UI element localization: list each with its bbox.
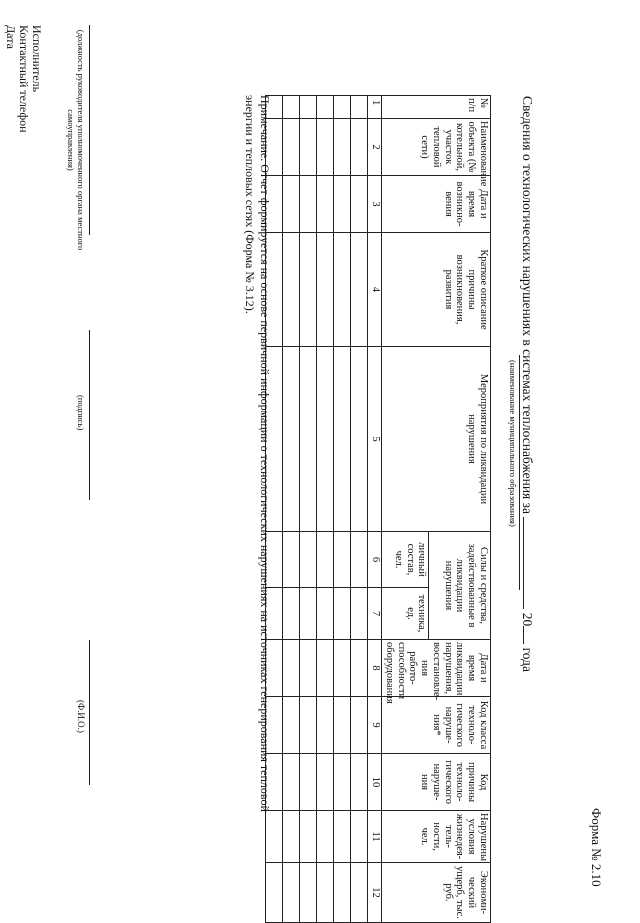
table-cell: [283, 233, 300, 347]
table-cell: [300, 233, 317, 347]
header-violated: Нарушены условия жизнедея-тель-ности, чел.: [382, 811, 491, 863]
name-line: [89, 640, 90, 785]
table-cell: [334, 176, 351, 233]
header-datetime: Дата и время возникно-вения: [382, 176, 491, 233]
table-cell: [317, 697, 334, 754]
table-cell: [334, 532, 351, 588]
table-cell: [334, 96, 351, 119]
table-cell: [300, 96, 317, 119]
executor-label: Исполнитель: [30, 25, 44, 93]
table-cell: [317, 347, 334, 532]
column-number: 8: [368, 640, 382, 697]
table-cell: [283, 863, 300, 923]
position-line: [89, 25, 90, 235]
column-number: 1: [368, 96, 382, 119]
table-row: [283, 96, 300, 923]
column-number: 11: [368, 811, 382, 863]
table-cell: [351, 754, 368, 811]
table-cell: [351, 863, 368, 923]
report-table: [265, 95, 491, 923]
table-cell: [300, 640, 317, 697]
note-text: Примечание. Отчет формируется на основе первичной информации о технологических нарушениях на источниках генерирования тепловой энергии и тепловых сетях (Форма № 3.12).: [243, 95, 272, 812]
table-cell: [283, 754, 300, 811]
table-cell: [300, 588, 317, 640]
period-blank: [523, 517, 536, 609]
position-caption: (должность руководителя уполномоченного органа местного самоуправления): [65, 29, 86, 251]
table-cell: [300, 119, 317, 176]
table-cell: [334, 863, 351, 923]
signature-line: [89, 330, 90, 500]
header-damage: Экономи-ческий ущерб, тыс. руб.: [382, 863, 491, 923]
municipality-caption: (наименование муниципального образования): [508, 360, 518, 527]
table-cell: [334, 588, 351, 640]
table-cell: [317, 176, 334, 233]
table-cell: [300, 811, 317, 863]
municipality-line: [519, 355, 520, 590]
column-number-row: [368, 96, 382, 923]
table-cell: [283, 96, 300, 119]
column-number: 6: [368, 532, 382, 588]
table-row: [334, 96, 351, 923]
table-cell: [317, 811, 334, 863]
header-object: Наименование объекта (№ котельной, участок тепловой сети): [382, 119, 491, 176]
column-number: 10: [368, 754, 382, 811]
table-cell: [317, 119, 334, 176]
header-num: № п/п: [382, 96, 491, 119]
table-cell: [334, 811, 351, 863]
table-cell: [266, 811, 283, 863]
table-cell: [300, 176, 317, 233]
table-cell: [351, 233, 368, 347]
table-cell: [300, 754, 317, 811]
table-cell: [283, 697, 300, 754]
header-liquidation-time: Дата и время ликвидации нарушения, восстановле-ния работо-способности оборудования: [382, 640, 491, 697]
phone-label: Контактный телефон: [17, 25, 31, 133]
table-cell: [317, 754, 334, 811]
table-row: [317, 96, 334, 923]
table-cell: [300, 697, 317, 754]
table-cell: [317, 96, 334, 119]
table-cell: [283, 588, 300, 640]
table-cell: [300, 347, 317, 532]
table-cell: [317, 233, 334, 347]
table-cell: [351, 697, 368, 754]
report-title-text: Сведения о технологических нарушениях в системах теплоснабжения за: [520, 96, 535, 514]
year-blank: [523, 626, 536, 644]
column-number: 3: [368, 176, 382, 233]
header-measures: Мероприятия по ликвидации нарушения: [382, 347, 491, 532]
year-suffix: года: [520, 647, 535, 673]
header-class-code: Код класса техноло-гического наруше-ния*: [382, 697, 491, 754]
table-cell: [317, 640, 334, 697]
date-label: Дата: [4, 25, 18, 49]
name-caption: (Ф.И.О.): [76, 700, 86, 733]
table-cell: [351, 811, 368, 863]
table-cell: [283, 640, 300, 697]
table-row: [300, 96, 317, 923]
table-cell: [351, 588, 368, 640]
table-cell: [351, 347, 368, 532]
report-title: [519, 96, 536, 672]
table-cell: [317, 863, 334, 923]
table-cell: [317, 532, 334, 588]
column-number: 9: [368, 697, 382, 754]
header-forces: Силы и средства, задействованные в ликвидации нарушения: [429, 532, 491, 640]
year-prefix: 20: [520, 612, 535, 627]
table-cell: [351, 119, 368, 176]
header-description: Краткое описание причины возникновения, развития: [382, 233, 491, 347]
table-cell: [334, 640, 351, 697]
table-cell: [283, 347, 300, 532]
table-cell: [351, 640, 368, 697]
table-cell: [334, 233, 351, 347]
table-cell: [300, 532, 317, 588]
table-cell: [283, 176, 300, 233]
column-number: 2: [368, 119, 382, 176]
table-cell: [283, 532, 300, 588]
empty-rows: [266, 96, 368, 923]
column-number: 5: [368, 347, 382, 532]
table-cell: [334, 754, 351, 811]
table-cell: [351, 96, 368, 119]
table-cell: [334, 697, 351, 754]
header-row: [429, 96, 491, 923]
table-cell: [334, 347, 351, 532]
signature-caption: (подпись): [76, 395, 86, 431]
table-cell: [351, 532, 368, 588]
table-cell: [283, 119, 300, 176]
header-personnel: личный состав, чел.: [382, 532, 429, 588]
column-number: 4: [368, 233, 382, 347]
column-number: 7: [368, 588, 382, 640]
header-equipment: техника, ед.: [382, 588, 429, 640]
header-cause-code: Код причины техноло-гического наруше-ния: [382, 754, 491, 811]
form-number: Форма № 2.10: [589, 808, 604, 887]
table-cell: [283, 811, 300, 863]
table-cell: [351, 176, 368, 233]
table-cell: [334, 119, 351, 176]
table-cell: [300, 863, 317, 923]
table-cell: [317, 588, 334, 640]
table-cell: [266, 863, 283, 923]
column-number: 12: [368, 863, 382, 923]
table-row: [351, 96, 368, 923]
